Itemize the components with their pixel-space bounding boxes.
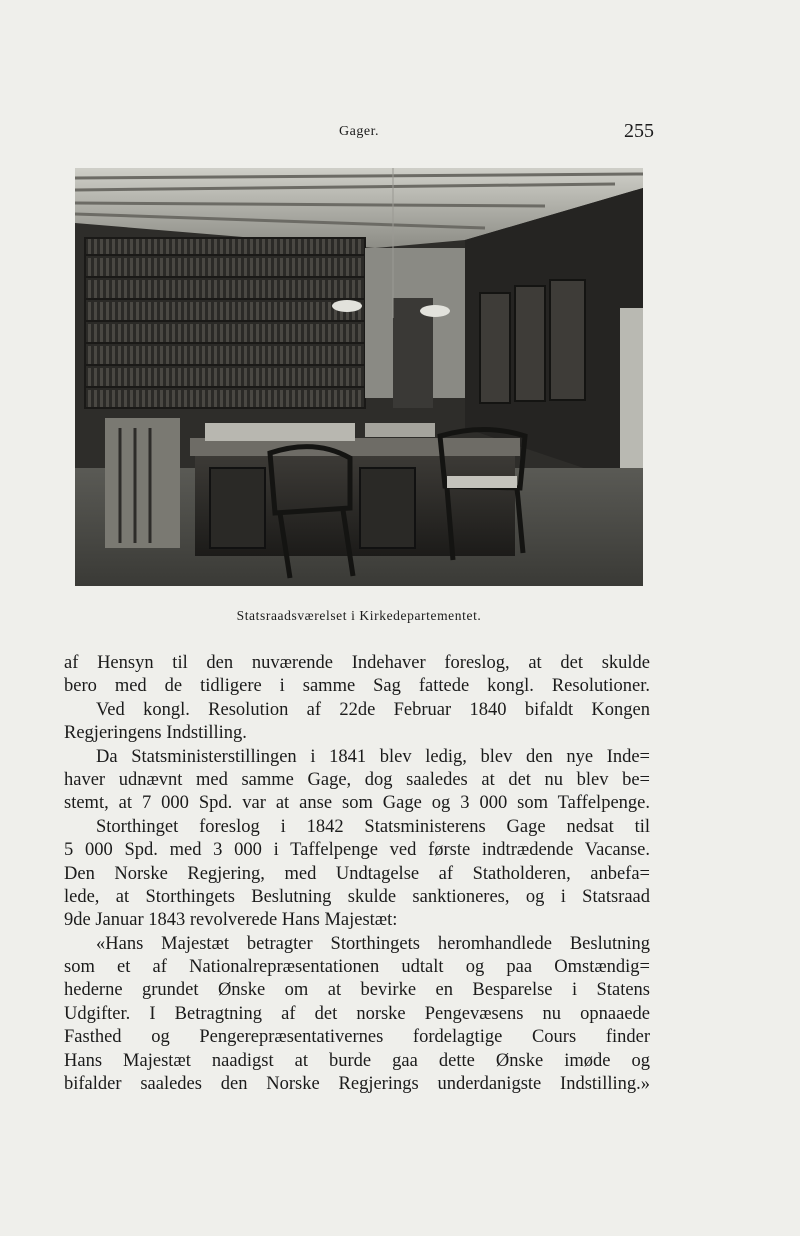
text-line: Da Statsministerstillingen i 1841 blev ledig, blev den nye Inde= xyxy=(96,746,650,767)
text-line: 5 000 Spd. med 3 000 i Taffelpenge ved første indtrædende Vacanse. xyxy=(64,840,650,861)
text-line: bifalder saaledes den Norske Regjerings underdanigste Indstilling.» xyxy=(64,1074,650,1095)
text-line: Ved kongl. Resolution af 22de Februar 1840 bifaldt Kongen xyxy=(96,699,650,720)
text-line: hederne grundet Ønske om at bevirke en Besparelse i Statens xyxy=(64,980,650,1001)
text-line: Den Norske Regjering, med Undtagelse af Statholderen, anbefa= xyxy=(64,863,650,884)
text-line: stemt, at 7 000 Spd. var at anse som Gage og 3 000 som Taffelpenge. xyxy=(64,793,650,814)
text-line: bero med de tidligere i samme Sag fattede kongl. Resolutioner. xyxy=(64,676,650,697)
body-text xyxy=(64,652,650,1096)
text-line: Fasthed og Pengerepræsentativernes fordelagtige Cours finder xyxy=(64,1027,650,1048)
text-line: Hans Majestæt naadigst at burde gaa dette Ønske imøde og xyxy=(64,1050,650,1071)
text-line: Regjeringens Indstilling. xyxy=(64,723,247,744)
photo-plate xyxy=(75,168,643,586)
running-head xyxy=(64,120,654,150)
text-line: 9de Januar 1843 revolverede Hans Majestæt: xyxy=(64,910,398,931)
figure-caption: Statsraadsværelset i Kirkedepartementet. xyxy=(236,608,482,623)
text-line: Storthinget foreslog i 1842 Statsministerens Gage nedsat til xyxy=(96,816,650,837)
page-number: 255 xyxy=(624,120,654,142)
text-line: som et af Nationalrepræsentationen udtalt og paa Omstændig= xyxy=(64,957,650,978)
text-line: Udgifter. I Betragtning af det norske Pengevæsens nu opnaaede xyxy=(64,1003,650,1024)
text-line: «Hans Majestæt betragter Storthingets heromhandlede Beslutning xyxy=(96,933,650,954)
text-line: af Hensyn til den nuværende Indehaver foreslog, at det skulde xyxy=(64,653,650,673)
running-title: Gager. xyxy=(339,124,379,139)
office-photograph xyxy=(75,168,643,586)
text-line: lede, at Storthingets Beslutning skulde sanktioneres, og i Statsraad xyxy=(64,886,650,907)
text-line: haver udnævnt med samme Gage, dog saaledes at det nu blev be= xyxy=(64,769,650,790)
